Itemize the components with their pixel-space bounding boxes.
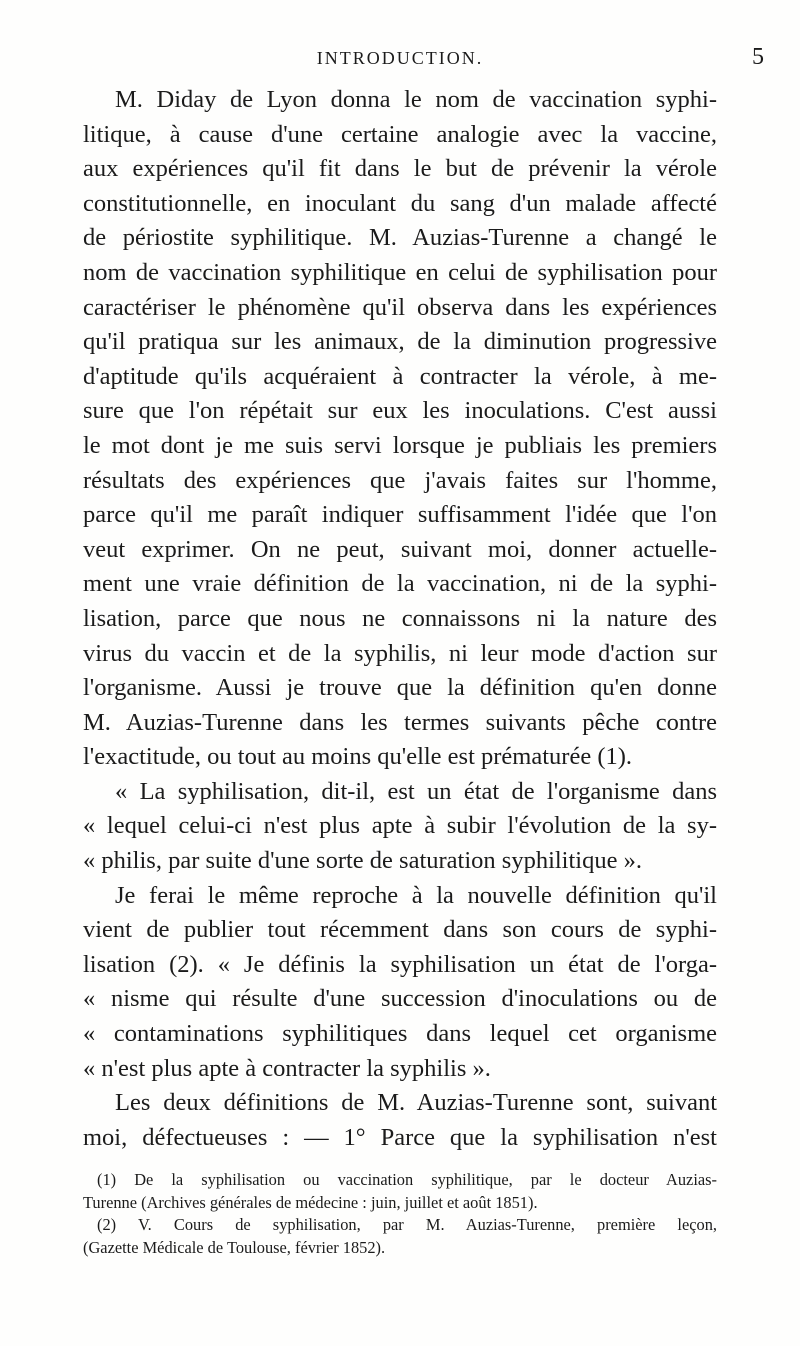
running-title: INTRODUCTION. [316, 48, 484, 68]
text-line: le mot dont je me suis servi lorsque je publiais les premiers [83, 431, 717, 459]
text-line: M. Auzias-Turenne dans les termes suivants pêche contre [83, 708, 717, 736]
footnotes [83, 1169, 717, 1259]
text-line: sure que l'on répétait sur eux les inoculations. C'est aussi [83, 397, 717, 425]
quote-line: « La syphilisation, dit-il, est un état de l'organisme dans [115, 777, 717, 805]
footnote-line: (1) De la syphilisation ou vaccination syphilitique, par le docteur Auzias- [97, 1170, 717, 1189]
running-head [30, 44, 770, 78]
quote-line: « nisme qui résulte d'une succession d'inoculations ou de [83, 985, 717, 1013]
text-line: veut exprimer. On ne peut, suivant moi, donner actuelle- [83, 535, 717, 563]
footnote-line: (Gazette Médicale de Toulouse, février 1852). [83, 1237, 386, 1257]
text-line: caractériser le phénomène qu'il observa dans les expériences [83, 293, 717, 321]
text-line: moi, défectueuses : — 1° Parce que la syphilisation n'est [83, 1123, 717, 1151]
text-line: l'organisme. Aussi je trouve que la définition qu'en donne [83, 674, 717, 702]
text-line: lisation (2). « Je définis la syphilisation un état de l'orga- [83, 950, 717, 978]
text-line: virus du vaccin et de la syphilis, ni leur mode d'action sur [83, 639, 717, 667]
text-line: M. Diday de Lyon donna le nom de vaccination syphi- [115, 86, 717, 113]
quote-line: « lequel celui-ci n'est plus apte à subir l'évolution de la sy- [83, 812, 717, 840]
body-text [83, 83, 717, 1155]
text-line: de périostite syphilitique. M. Auzias-Turenne a changé le [83, 224, 717, 252]
text-line: Les deux définitions de M. Auzias-Turenne sont, suivant [115, 1089, 717, 1117]
text-line: qu'il pratiqua sur les animaux, de la diminution progressive [83, 328, 717, 356]
text-line: d'aptitude qu'ils acquéraient à contracter la vérole, à me- [83, 362, 717, 390]
text-line: parce qu'il me paraît indiquer suffisamment l'idée que l'on [83, 501, 717, 529]
quote-line: « contaminations syphilitiques dans lequel cet organisme [83, 1020, 717, 1048]
text-line: litique, à cause d'une certaine analogie avec la vaccine, [83, 120, 717, 148]
quote-line: « philis, par suite d'une sorte de saturation syphilitique ». [83, 847, 642, 875]
page-number: 5 [752, 44, 764, 70]
text-line: aux expériences qu'il fit dans le but de prévenir la vérole [83, 155, 717, 183]
text-line: l'exactitude, ou tout au moins qu'elle est prématurée (1). [83, 743, 633, 771]
text-line: lisation, parce que nous ne connaissons ni la nature des [83, 604, 717, 632]
text-line: constitutionnelle, en inoculant du sang d'un malade affecté [83, 189, 717, 217]
footnote-line: (2) V. Cours de syphilisation, par M. Auzias-Turenne, première leçon, [97, 1215, 717, 1234]
text-line: vient de publier tout récemment dans son cours de syphi- [83, 916, 717, 944]
text-line: résultats des expériences que j'avais faites sur l'homme, [83, 466, 717, 494]
footnote-line: Turenne (Archives générales de médecine : juin, juillet et août 1851). [83, 1192, 538, 1212]
text-line: Je ferai le même reproche à la nouvelle définition qu'il [115, 881, 717, 909]
text-line: ment une vraie définition de la vaccination, ni de la syphi- [83, 570, 717, 598]
quote-line: « n'est plus apte à contracter la syphilis ». [83, 1054, 491, 1082]
text-line: nom de vaccination syphilitique en celui de syphilisation pour [83, 258, 717, 286]
